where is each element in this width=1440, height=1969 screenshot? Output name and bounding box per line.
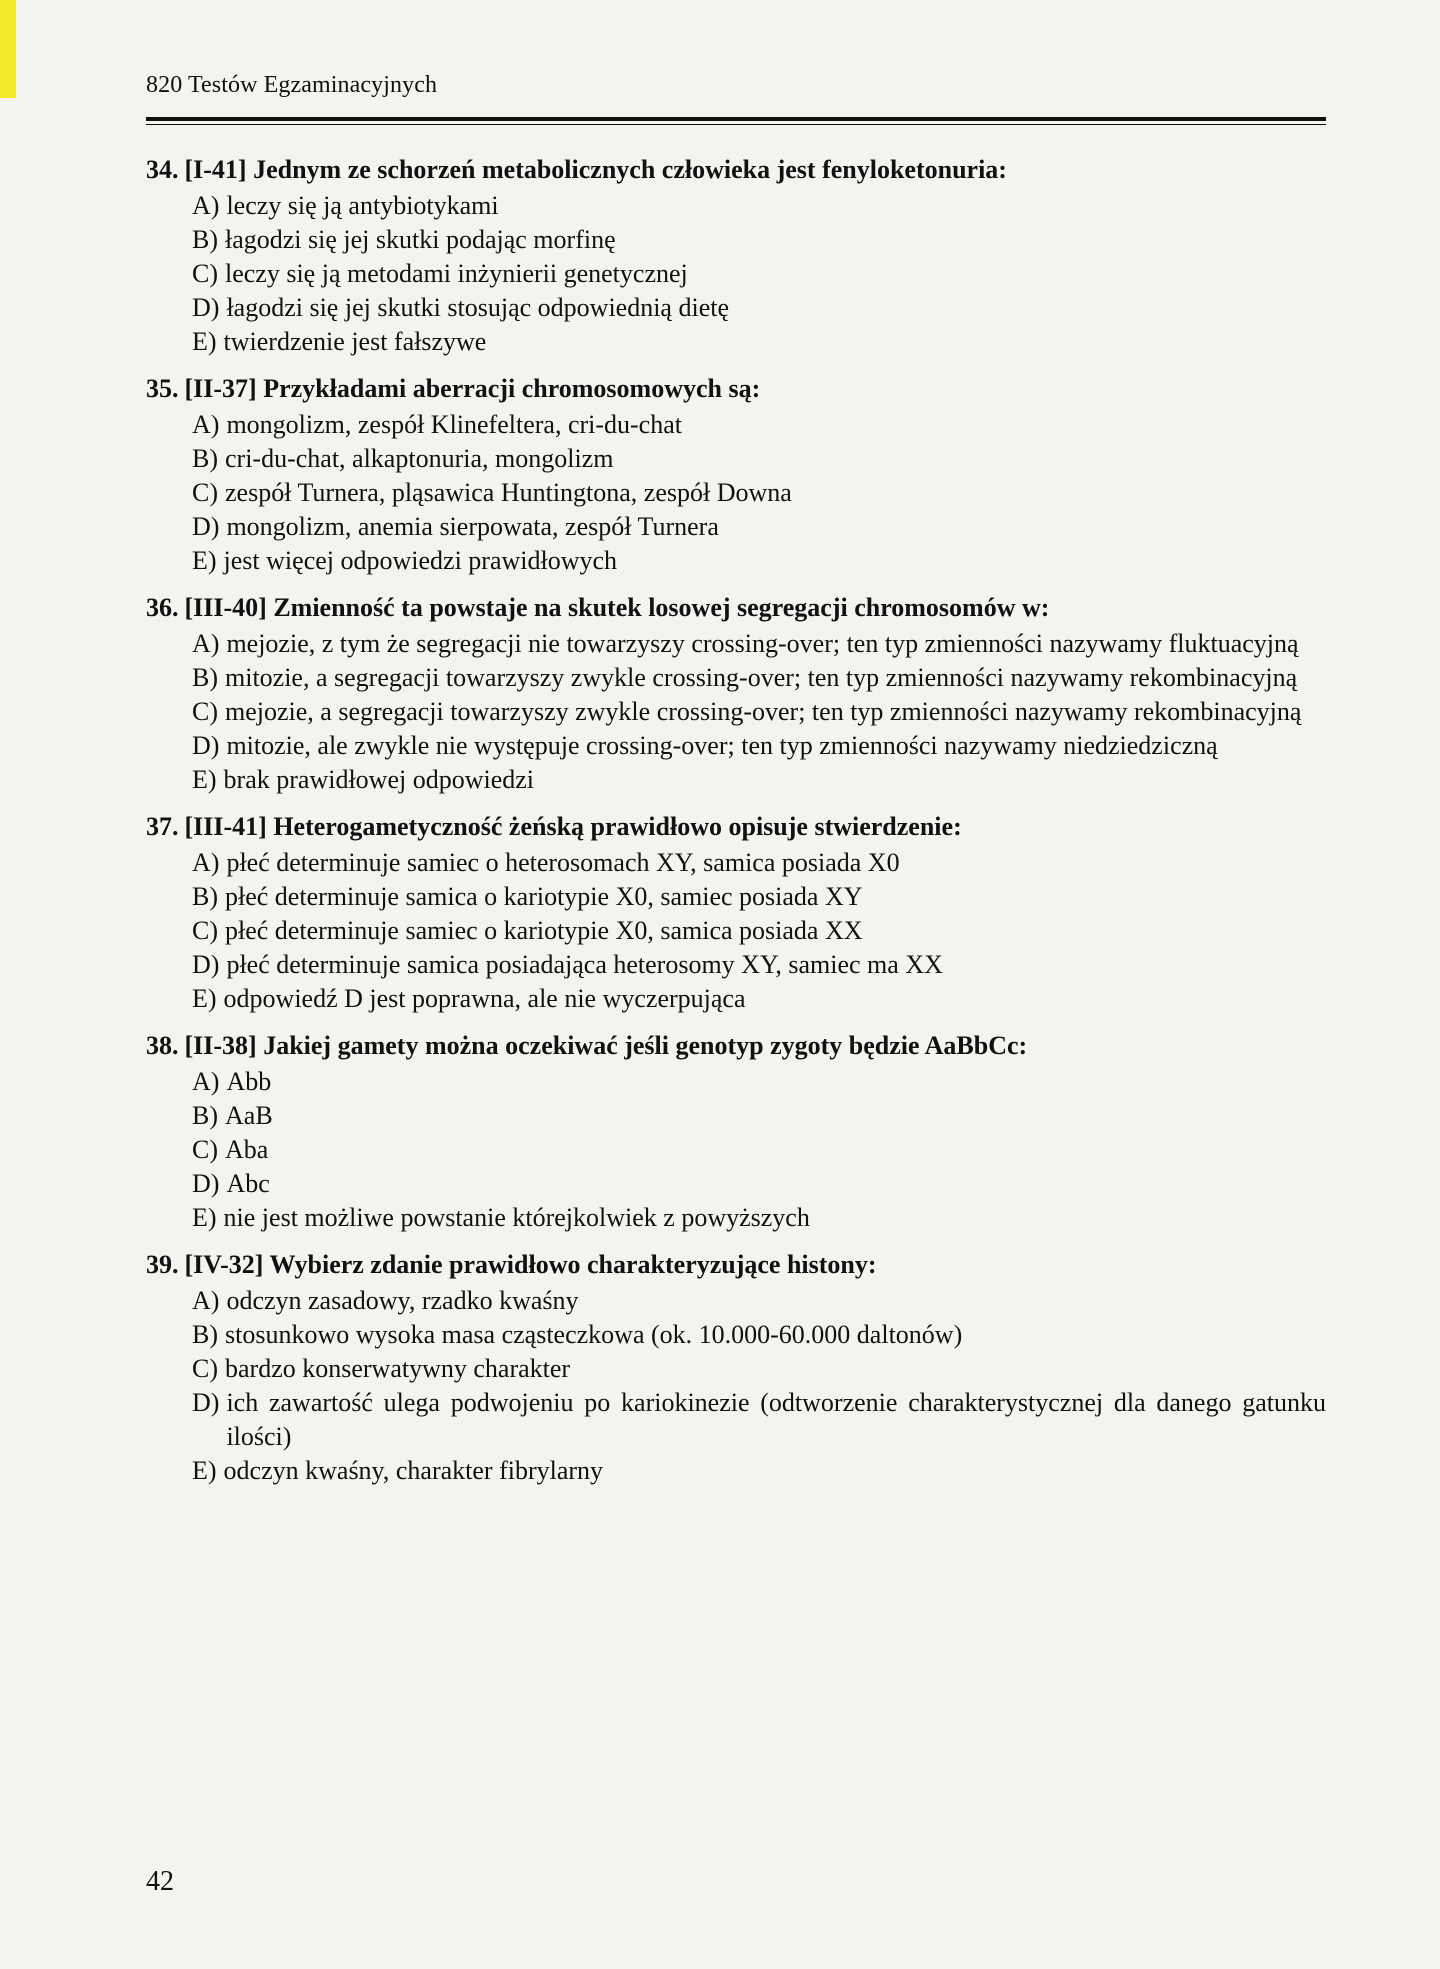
answer-text: Abb: [226, 1067, 272, 1096]
answer-option: [146, 1201, 1326, 1235]
answer-letter: E): [192, 1203, 217, 1232]
answer-letter: E): [192, 984, 217, 1013]
answer-option: [146, 1386, 1326, 1454]
answer-letter: C): [192, 697, 218, 726]
answer-option: [146, 1167, 1326, 1201]
answer-letter: B): [192, 1101, 218, 1130]
question-35: [146, 370, 1326, 578]
answer-text: płeć determinuje samica posiadająca heterosomy XY, samiec ma XX: [226, 950, 943, 979]
question-number: 37.: [146, 812, 179, 841]
answer-letter: E): [192, 765, 217, 794]
answer-letter: C): [192, 1135, 218, 1164]
header-rule-thin: [146, 124, 1326, 125]
answer-letter: D): [192, 512, 220, 541]
answer-text: bardzo konserwatywny charakter: [225, 1354, 571, 1383]
question-list: [146, 151, 1326, 1488]
answer-letter: C): [192, 259, 218, 288]
question-text: [III-41] Heterogametyczność żeńską prawidłowo opisuje stwierdzenie:: [184, 812, 962, 841]
answer-option: [146, 1099, 1326, 1133]
answer-option: [146, 1284, 1326, 1318]
answer-option: [146, 291, 1326, 325]
answer-option: [146, 257, 1326, 291]
page-number: 42: [146, 1866, 174, 1897]
answer-list: [146, 189, 1326, 359]
answer-option: [146, 510, 1326, 544]
answer-text: mitozie, a segregacji towarzyszy zwykle crossing-over; ten typ zmienności nazywamy rekombinacyjną: [225, 663, 1298, 692]
answer-option: [146, 914, 1326, 948]
question-number: 36.: [146, 593, 179, 622]
question-title: [146, 1246, 1326, 1284]
answer-option: [146, 763, 1326, 797]
answer-letter: E): [192, 327, 217, 356]
question-text: [IV-32] Wybierz zdanie prawidłowo charakteryzujące histony:: [184, 1250, 877, 1279]
answer-text: łagodzi się jej skutki podając morfinę: [225, 225, 616, 254]
answer-letter: A): [192, 410, 220, 439]
answer-letter: A): [192, 191, 220, 220]
yellow-page-tab: [0, 0, 16, 98]
answer-option: [146, 1133, 1326, 1167]
answer-option: [146, 189, 1326, 223]
question-number: 38.: [146, 1031, 179, 1060]
question-text: [II-37] Przykładami aberracji chromosomowych są:: [184, 374, 761, 403]
answer-option: [146, 1454, 1326, 1488]
answer-option: [146, 544, 1326, 578]
answer-text: AaB: [225, 1101, 273, 1130]
question-text: [I-41] Jednym ze schorzeń metabolicznych człowieka jest fenyloketonuria:: [184, 155, 1007, 184]
answer-text: leczy się ją antybiotykami: [226, 191, 499, 220]
question-number: 34.: [146, 155, 179, 184]
answer-letter: A): [192, 1286, 220, 1315]
question-37: [146, 808, 1326, 1016]
question-text: [III-40] Zmienność ta powstaje na skutek losowej segregacji chromosomów w:: [184, 593, 1050, 622]
answer-letter: D): [192, 293, 220, 322]
question-39: [146, 1246, 1326, 1488]
answer-text: mongolizm, zespół Klinefeltera, cri-du-chat: [226, 410, 682, 439]
answer-option: [146, 1065, 1326, 1099]
answer-option: [146, 408, 1326, 442]
answer-letter: C): [192, 478, 218, 507]
answer-text: płeć determinuje samiec o heterosomach XY, samica posiada X0: [226, 848, 900, 877]
answer-letter: D): [192, 950, 220, 979]
answer-text: mejozie, a segregacji towarzyszy zwykle crossing-over; ten typ zmienności nazywamy rekombinacyjną: [225, 697, 1302, 726]
answer-option: [146, 1352, 1326, 1386]
question-title: [146, 589, 1326, 627]
answer-letter: E): [192, 1456, 217, 1485]
question-title: [146, 370, 1326, 408]
question-text: [II-38] Jakiej gamety można oczekiwać jeśli genotyp zygoty będzie AaBbCc:: [184, 1031, 1028, 1060]
answer-letter: C): [192, 916, 218, 945]
answer-letter: B): [192, 1320, 218, 1349]
answer-text: ich zawartość ulega podwojeniu po kariokinezie (odtworzenie charakterystycznej dla danego gatunku ilości): [226, 1388, 1326, 1451]
question-number: 35.: [146, 374, 179, 403]
running-head: 820 Testów Egzaminacyjnych: [146, 72, 438, 98]
answer-text: mitozie, ale zwykle nie występuje crossing-over; ten typ zmienności nazywamy niedziedziczną: [226, 731, 1218, 760]
question-36: [146, 589, 1326, 797]
answer-option: [146, 846, 1326, 880]
answer-text: leczy się ją metodami inżynierii genetycznej: [225, 259, 688, 288]
answer-letter: B): [192, 444, 218, 473]
answer-text: mejozie, z tym że segregacji nie towarzyszy crossing-over; ten typ zmienności nazywamy fluktuacyjną: [226, 629, 1299, 658]
answer-letter: C): [192, 1354, 218, 1383]
answer-option: [146, 729, 1326, 763]
answer-option: [146, 948, 1326, 982]
answer-option: [146, 695, 1326, 729]
answer-text: odczyn kwaśny, charakter fibrylarny: [223, 1456, 604, 1485]
answer-text: Abc: [226, 1169, 270, 1198]
answer-text: odczyn zasadowy, rzadko kwaśny: [226, 1286, 579, 1315]
answer-letter: D): [192, 1388, 220, 1417]
answer-text: Aba: [225, 1135, 269, 1164]
answer-letter: D): [192, 731, 220, 760]
answer-option: [146, 442, 1326, 476]
answer-option: [146, 223, 1326, 257]
answer-text: twierdzenie jest fałszywe: [223, 327, 487, 356]
answer-text: łagodzi się jej skutki stosując odpowiednią dietę: [226, 293, 729, 322]
answer-text: brak prawidłowej odpowiedzi: [223, 765, 535, 794]
question-number: 39.: [146, 1250, 179, 1279]
question-38: [146, 1027, 1326, 1235]
answer-option: [146, 661, 1326, 695]
answer-option: [146, 880, 1326, 914]
question-title: [146, 1027, 1326, 1065]
answer-letter: B): [192, 882, 218, 911]
answer-list: [146, 408, 1326, 578]
answer-letter: B): [192, 663, 218, 692]
answer-text: nie jest możliwe powstanie którejkolwiek z powyższych: [223, 1203, 810, 1232]
answer-option: [146, 627, 1326, 661]
answer-text: płeć determinuje samiec o kariotypie X0, samica posiada XX: [225, 916, 863, 945]
answer-option: [146, 476, 1326, 510]
answer-list: [146, 846, 1326, 1016]
answer-list: [146, 627, 1326, 797]
answer-letter: B): [192, 225, 218, 254]
answer-option: [146, 1318, 1326, 1352]
answer-option: [146, 982, 1326, 1016]
question-title: [146, 151, 1326, 189]
answer-letter: A): [192, 629, 220, 658]
answer-letter: E): [192, 546, 217, 575]
answer-text: jest więcej odpowiedzi prawidłowych: [223, 546, 618, 575]
answer-text: płeć determinuje samica o kariotypie X0, samiec posiada XY: [225, 882, 863, 911]
question-title: [146, 808, 1326, 846]
answer-text: odpowiedź D jest poprawna, ale nie wyczerpująca: [223, 984, 746, 1013]
question-34: [146, 151, 1326, 359]
answer-list: [146, 1065, 1326, 1235]
header-rule: [146, 117, 1326, 121]
answer-text: stosunkowo wysoka masa cząsteczkowa (ok. 10.000-60.000 daltonów): [225, 1320, 963, 1349]
answer-option: [146, 325, 1326, 359]
answer-letter: D): [192, 1169, 220, 1198]
answer-letter: A): [192, 1067, 220, 1096]
answer-list: [146, 1284, 1326, 1488]
page-content: [146, 72, 1326, 1499]
answer-text: zespół Turnera, pląsawica Huntingtona, zespół Downa: [225, 478, 792, 507]
answer-text: cri-du-chat, alkaptonuria, mongolizm: [225, 444, 614, 473]
answer-letter: A): [192, 848, 220, 877]
answer-text: mongolizm, anemia sierpowata, zespół Turnera: [226, 512, 719, 541]
